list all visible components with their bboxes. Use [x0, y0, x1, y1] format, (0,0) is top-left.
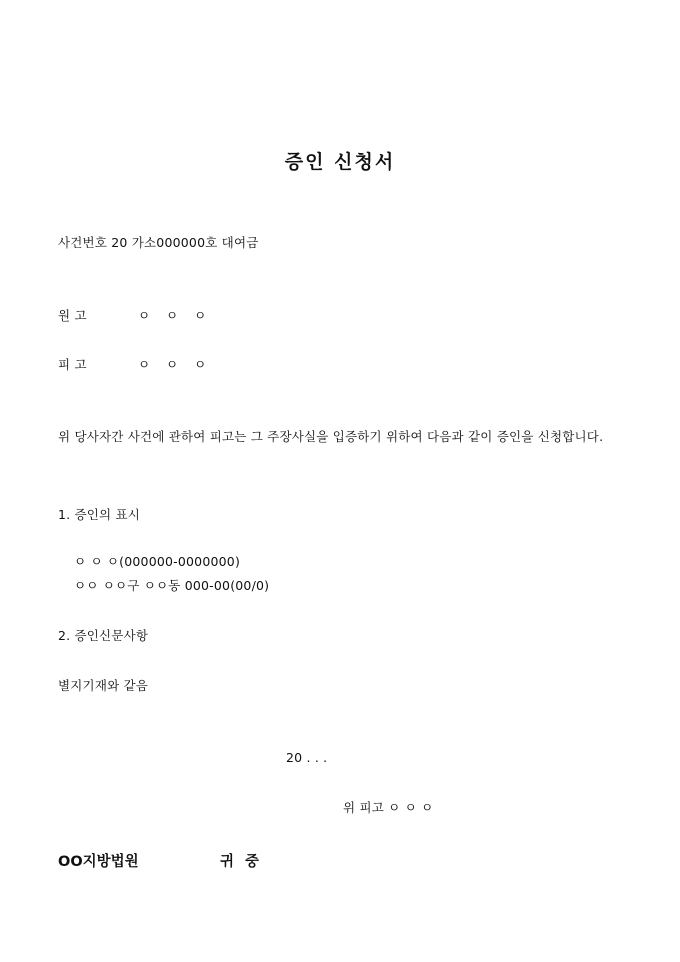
plaintiff-label: 원 고 [58, 308, 87, 323]
plaintiff-name: ㅇ ㅇ ㅇ [138, 308, 213, 323]
court-suffix: 귀 중 [220, 854, 263, 870]
defendant-label: 피 고 [58, 357, 87, 372]
court-name: OO지방법원 [58, 854, 139, 870]
witness-name-line: ㅇ ㅇ ㅇ(000000-0000000) [74, 554, 241, 569]
signature-line: 위 피고 ㅇ ㅇ ㅇ [343, 800, 434, 815]
date-line: 20 . . . [286, 750, 328, 765]
case-number-line: 사건번호 20 가소000000호 대여금 [58, 235, 259, 250]
section2-heading: 2. 증인신문사항 [58, 628, 149, 643]
intro-paragraph: 위 당사자간 사건에 관하여 피고는 그 주장사실을 입증하기 위하여 다음과 같이 증인을 신청합니다. [58, 429, 604, 444]
document-title: 증인 신청서 [284, 151, 396, 173]
section1-heading: 1. 증인의 표시 [58, 507, 141, 522]
section2-content: 별지기재와 같음 [58, 678, 149, 693]
defendant-name: ㅇ ㅇ ㅇ [138, 357, 213, 372]
witness-address-line: ㅇㅇ ㅇㅇ구 ㅇㅇ동 000-00(00/0) [74, 578, 270, 593]
